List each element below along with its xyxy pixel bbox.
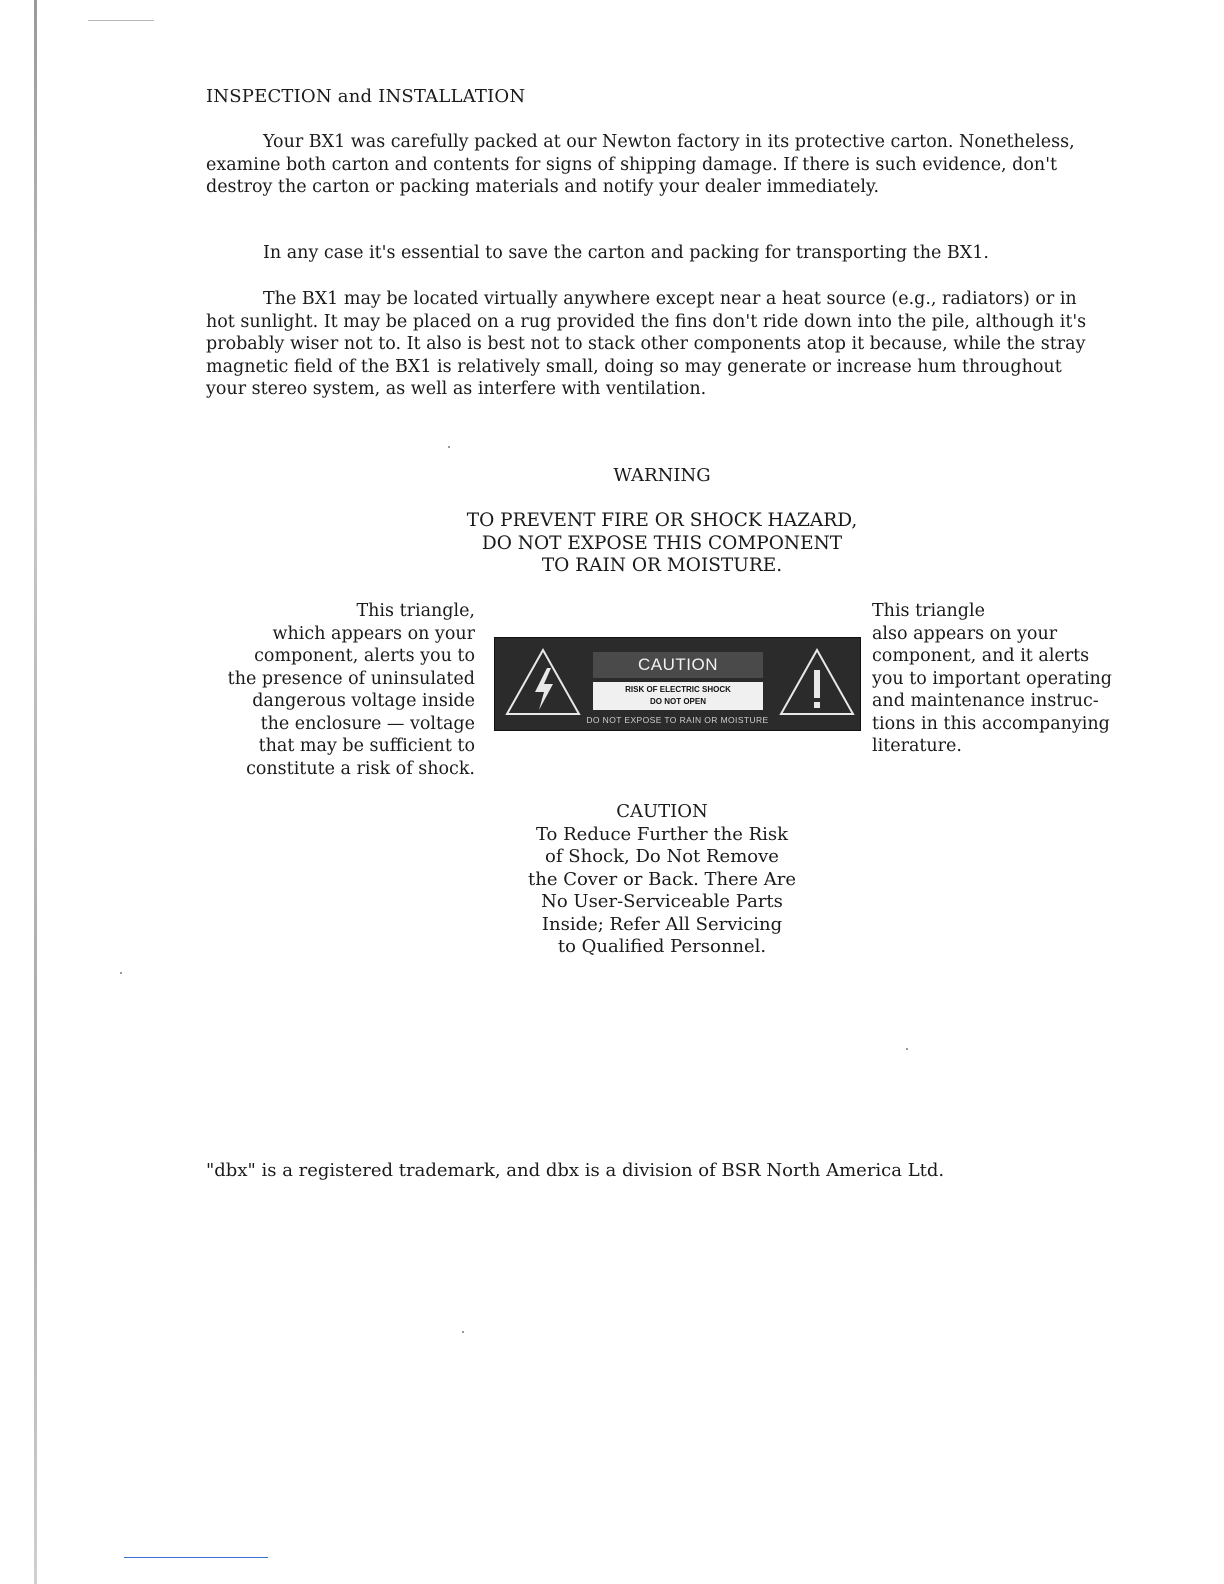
note-line: and maintenance instruc- [872, 691, 1099, 711]
lightning-triangle-note [190, 600, 475, 780]
note-line: also appears on your [872, 623, 1058, 644]
caution-notice [462, 801, 862, 959]
scan-mark [88, 20, 154, 21]
paragraph-location: The BX1 may be located virtually anywhere except near a heat source (e.g., radiators) or in hot sunlight. It may be placed on a rug provided the fins don't ride down into the pile, although it's probably wiser not to. It also is best not to stack other components atop it because, while the stray magnetic field of the BX1 is relatively small, doing so may generate or increase hum throughout your stereo system, as well as interfere with ventilation. [206, 289, 1087, 399]
caution-line: To Reduce Further the Risk [535, 823, 789, 845]
paragraph-inspection: Your BX1 was carefully packed at our Newton factory in its protective carton. Nonetheless, examine both carton and contents for signs of shipping damage. If there is such evidence, don't destroy the carton or packing materials and notify your dealer immediately. [206, 132, 1075, 197]
paragraph-save-carton: In any case it's essential to save the carton and packing for transporting the BX1. [263, 243, 989, 263]
note-line: which appears on your [272, 623, 475, 644]
warning-line: TO RAIN OR MOISTURE. [541, 555, 783, 576]
exclamation-triangle-icon [781, 650, 853, 714]
note-line: that may be sufficient to [258, 736, 475, 756]
label-risk-line: RISK OF ELECTRIC SHOCK [625, 685, 731, 694]
note-line: the enclosure — voltage [260, 713, 475, 734]
note-line: the presence of uninsulated [227, 668, 475, 689]
scan-mark [124, 1557, 268, 1558]
lightning-triangle-icon [507, 650, 579, 714]
note-line: This triangle [872, 601, 985, 621]
note-line: you to important operating [872, 668, 1113, 689]
scan-speck [906, 1048, 908, 1050]
caution-label-graphic [494, 637, 861, 731]
caution-line: the Cover or Back. There Are [528, 868, 796, 890]
caution-line: of Shock, Do Not Remove [545, 846, 779, 867]
scan-speck [462, 1331, 464, 1333]
scan-edge-shadow [34, 0, 37, 1584]
section-heading: INSPECTION and INSTALLATION [206, 86, 526, 107]
warning-line: DO NOT EXPOSE THIS COMPONENT [481, 532, 843, 554]
label-risk-line: DO NOT OPEN [649, 697, 706, 706]
label-risk-panel [593, 682, 763, 710]
warning-title: WARNING [613, 465, 711, 486]
warning-line: TO PREVENT FIRE OR SHOCK HAZARD, [466, 510, 858, 531]
note-line: literature. [872, 736, 962, 756]
scan-speck [448, 446, 450, 448]
trademark-note: "dbx" is a registered trademark, and dbx is a division of BSR North America Ltd. [206, 1160, 945, 1181]
note-line: tions in this accompanying [872, 713, 1110, 734]
label-caution-title: CAUTION [593, 652, 763, 678]
caution-line: Inside; Refer All Servicing [541, 913, 783, 935]
note-line: constitute a risk of shock. [246, 758, 475, 779]
exclamation-triangle-note [872, 600, 1162, 758]
warning-text [362, 510, 962, 578]
caution-line: to Qualified Personnel. [557, 936, 767, 957]
note-line: component, alerts you to [254, 646, 475, 666]
note-line: component, and it alerts [872, 646, 1090, 666]
scan-speck [120, 972, 122, 974]
caution-line: No User-Serviceable Parts [541, 891, 783, 912]
caution-title: CAUTION [616, 801, 708, 822]
note-line: This triangle, [356, 601, 475, 621]
label-footer-text: DO NOT EXPOSE TO RAIN OR MOISTURE [586, 715, 769, 725]
note-line: dangerous voltage inside [252, 691, 475, 711]
